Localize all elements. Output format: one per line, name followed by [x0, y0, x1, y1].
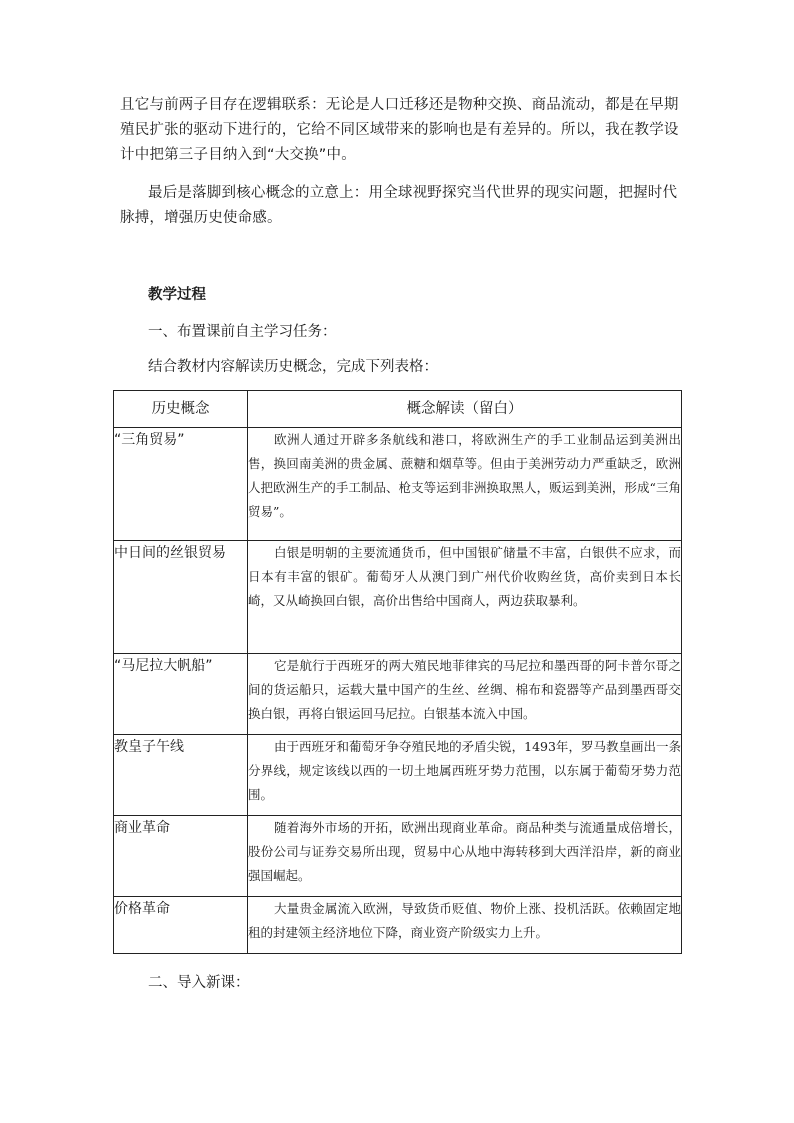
table-row	[114, 541, 682, 654]
concept-term: 价格革命	[114, 897, 248, 954]
concept-explanation: 欧洲人通过开辟多条航线和港口，将欧洲生产的手工业制品运到美洲出售，换回南美洲的贵金属、蔗糖和烟草等。但由于美洲劳动力严重缺乏，欧洲人把欧洲生产的手工制品、枪支等运到非洲换取黑人，贩运到美洲，形成“三角贸易”。	[248, 428, 682, 541]
concept-explanation: 大量贵金属流入欧洲，导致货币贬值、物价上涨、投机活跃。依赖固定地租的封建领主经济地位下降，商业资产阶级实力上升。	[248, 897, 682, 954]
table-row	[114, 428, 682, 541]
table-row	[114, 654, 682, 735]
concept-term: 商业革命	[114, 816, 248, 897]
concept-explanation: 它是航行于西班牙的两大殖民地菲律宾的马尼拉和墨西哥的阿卡普尔哥之间的货运船只，运载大量中国产的生丝、丝绸、棉布和瓷器等产品到墨西哥交换白银，再将白银运回马尼拉。白银基本流入中国。	[248, 654, 682, 735]
concept-explanation: 由于西班牙和葡萄牙争夺殖民地的矛盾尖锐，1493年，罗马教皇画出一条分界线，规定该线以西的一切土地属西班牙势力范围，以东属于葡萄牙势力范围。	[248, 735, 682, 816]
concept-table	[113, 390, 682, 954]
section-heading-teaching-process: 教学过程	[148, 287, 206, 303]
paragraph-core-concept: 最后是落脚到核心概念的立意上：用全球视野探究当代世界的现实问题，把握时代脉搏，增强历史使命感。	[120, 185, 678, 226]
concept-term: “三角贸易”	[114, 428, 248, 541]
task-line-instructions: 结合教材内容解读历史概念，完成下列表格：	[148, 359, 438, 375]
concept-term: “马尼拉大帆船”	[114, 654, 248, 735]
header-explanation: 概念解读（留白）	[248, 391, 682, 428]
section-line-introduction: 二、导入新课：	[148, 975, 250, 991]
concept-explanation: 白银是明朝的主要流通货币，但中国银矿储量不丰富，白银供不应求，而日本有丰富的银矿。葡萄牙人从澳门到广州代价收购丝货，高价卖到日本长崎，又从崎换回白银，高价出售给中国商人，两边获取暴利。	[248, 541, 682, 654]
concept-explanation: 随着海外市场的开拓，欧洲出现商业革命。商品种类与流通量成倍增长，股份公司与证券交易所出现，贸易中心从地中海转移到大西洋沿岸，新的商业强国崛起。	[248, 816, 682, 897]
header-concept: 历史概念	[114, 391, 248, 428]
concept-term: 中日间的丝银贸易	[114, 541, 248, 654]
table-row	[114, 897, 682, 954]
table-header-row	[114, 391, 682, 428]
task-line-preview: 一、布置课前自主学习任务：	[148, 324, 337, 340]
paragraph-logic-link: 且它与前两子目存在逻辑联系：无论是人口迁移还是物种交换、商品流动，都是在早期殖民扩张的驱动下进行的，它给不同区域带来的影响也是有差异的。所以，我在教学设计中把第三子目纳入到“大交换”中。	[120, 97, 679, 163]
concept-term: 教皇子午线	[114, 735, 248, 816]
table-row	[114, 735, 682, 816]
table-row	[114, 816, 682, 897]
